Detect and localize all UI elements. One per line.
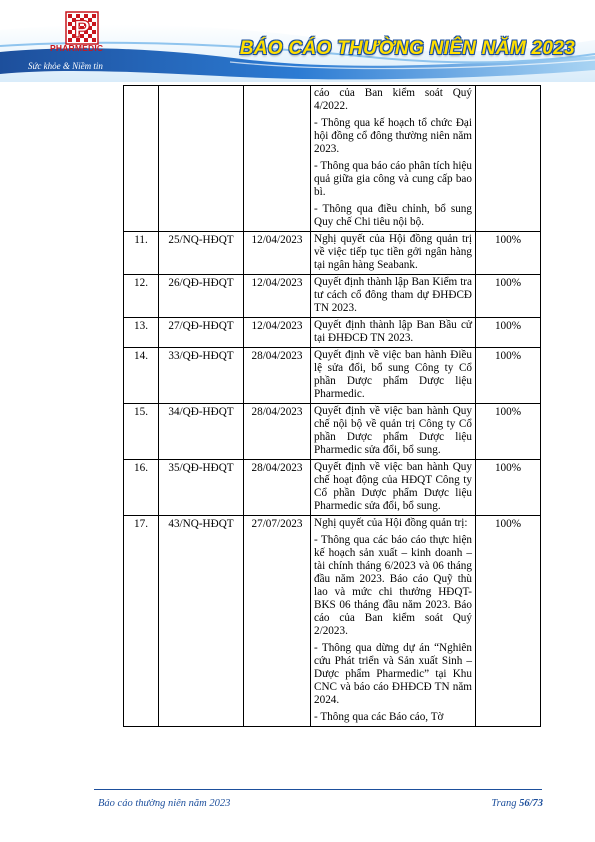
page-number: 56/73 [519, 798, 543, 809]
date-cell: 28/04/2023 [244, 404, 311, 460]
resolution-number-cell: 26/QĐ-HĐQT [159, 275, 244, 318]
table-row [124, 232, 541, 275]
table-row [124, 404, 541, 460]
content-paragraph: Nghị quyết của Hội đồng quản trị: [314, 517, 468, 529]
resolution-number-cell: 25/NQ-HĐQT [159, 232, 244, 275]
page-indicator [491, 798, 543, 809]
content-paragraph: - Thông qua dừng dự án “Nghiên cứu Phát triển và Sản xuất Sinh – Dược phẩm Pharmedic” tại Khu CNC và báo cáo ĐHĐCĐ TN năm 2024. [314, 642, 472, 706]
table-row [124, 516, 541, 727]
table-row [124, 318, 541, 348]
content-paragraph: Quyết định thành lập Ban Kiểm tra tư cách cổ đông tham dự ĐHĐCĐ TN 2023. [314, 276, 472, 314]
table-row [124, 275, 541, 318]
resolution-number-cell: 33/QĐ-HĐQT [159, 348, 244, 404]
approval-rate-cell: 100% [476, 232, 541, 275]
approval-rate-cell: 100% [476, 516, 541, 727]
resolution-number-cell: 27/QĐ-HĐQT [159, 318, 244, 348]
content-paragraph: Quyết định về việc ban hành Điều lệ sửa đổi, bổ sung Công ty Cổ phần Dược phẩm Dược liệu Pharmedic. [314, 349, 472, 400]
approval-rate-cell [476, 86, 541, 232]
content-paragraph: cáo của Ban kiểm soát Quý 4/2022. [314, 87, 472, 112]
resolutions-table [123, 85, 541, 727]
resolution-number-cell [159, 86, 244, 232]
row-number-cell: 14. [124, 348, 159, 404]
content-paragraph: - Thông qua báo cáo phân tích hiệu quả giữa gia công và cung cấp bao bì. [314, 160, 472, 198]
content-cell [311, 516, 476, 727]
content-paragraph: - Thông qua các báo cáo thực hiện kế hoạch sản xuất – kinh doanh – tài chính tháng 6/2023 và 06 tháng đầu năm 2023. Báo cáo Quỹ thù lao và mức chi thưởng HĐQT-BKS 06 tháng đầu năm 2023. Báo cáo của Ban kiểm soát Quý 2/2023. [314, 534, 472, 637]
brand-name: PHARMEDIC [50, 43, 104, 53]
page-label: Trang [491, 798, 520, 809]
page-header [0, 0, 595, 82]
pharmedic-logo [62, 10, 102, 46]
row-number-cell: 11. [124, 232, 159, 275]
row-number-cell: 17. [124, 516, 159, 727]
content-paragraph: Quyết định thành lập Ban Bầu cử tại ĐHĐCĐ TN 2023. [314, 319, 472, 344]
row-number-cell: 13. [124, 318, 159, 348]
content-cell [311, 404, 476, 460]
approval-rate-cell: 100% [476, 318, 541, 348]
resolution-number-cell: 35/QĐ-HĐQT [159, 460, 244, 516]
content-cell [311, 232, 476, 275]
date-cell: 12/04/2023 [244, 232, 311, 275]
content-paragraph: - Thông qua kế hoạch tổ chức Đại hội đồng cổ đông thường niên năm 2023. [314, 117, 472, 155]
approval-rate-cell: 100% [476, 460, 541, 516]
content-paragraph: Quyết định về việc ban hành Quy chế nội bộ về quản trị Công ty Cổ phần Dược phẩm Dược liệu Pharmedic sửa đổi, bổ sung. [314, 405, 472, 456]
date-cell: 28/04/2023 [244, 348, 311, 404]
table-row [124, 86, 541, 232]
approval-rate-cell: 100% [476, 348, 541, 404]
content-cell [311, 275, 476, 318]
date-cell: 12/04/2023 [244, 275, 311, 318]
date-cell: 12/04/2023 [244, 318, 311, 348]
footer-report-name: Báo cáo thường niên năm 2023 [98, 798, 231, 809]
content-cell [311, 460, 476, 516]
approval-rate-cell: 100% [476, 404, 541, 460]
svg-text:P: P [73, 16, 91, 43]
content-paragraph: Nghị quyết của Hội đồng quản trị về việc tiếp tục tiền gởi ngân hàng tại ngân hàng Seabank. [314, 233, 472, 271]
content-cell [311, 318, 476, 348]
table-row [124, 460, 541, 516]
resolutions-table-body [124, 86, 541, 727]
row-number-cell [124, 86, 159, 232]
table-row [124, 348, 541, 404]
date-cell: 28/04/2023 [244, 460, 311, 516]
resolution-number-cell: 43/NQ-HĐQT [159, 516, 244, 727]
content-cell [311, 348, 476, 404]
footer-divider [94, 789, 542, 790]
row-number-cell: 12. [124, 275, 159, 318]
report-title: BÁO CÁO THƯỜNG NIÊN NĂM 2023 [239, 38, 575, 59]
row-number-cell: 15. [124, 404, 159, 460]
content-paragraph: Quyết định về việc ban hành Quy chế hoạt động của HĐQT Công ty Cổ phần Dược phẩm Dược liệu Pharmedic sửa đổi, bổ sung. [314, 461, 472, 512]
content-paragraph: - Thông qua điều chỉnh, bổ sung Quy chế Chi tiêu nội bộ. [314, 203, 472, 228]
content-cell [311, 86, 476, 232]
date-cell: 27/07/2023 [244, 516, 311, 727]
slogan: Sức khỏe & Niềm tin [28, 61, 103, 71]
row-number-cell: 16. [124, 460, 159, 516]
date-cell [244, 86, 311, 232]
resolutions-table-wrap [123, 85, 541, 727]
resolution-number-cell: 34/QĐ-HĐQT [159, 404, 244, 460]
approval-rate-cell: 100% [476, 275, 541, 318]
content-paragraph: - Thông qua các Báo cáo, Tờ [314, 711, 444, 723]
